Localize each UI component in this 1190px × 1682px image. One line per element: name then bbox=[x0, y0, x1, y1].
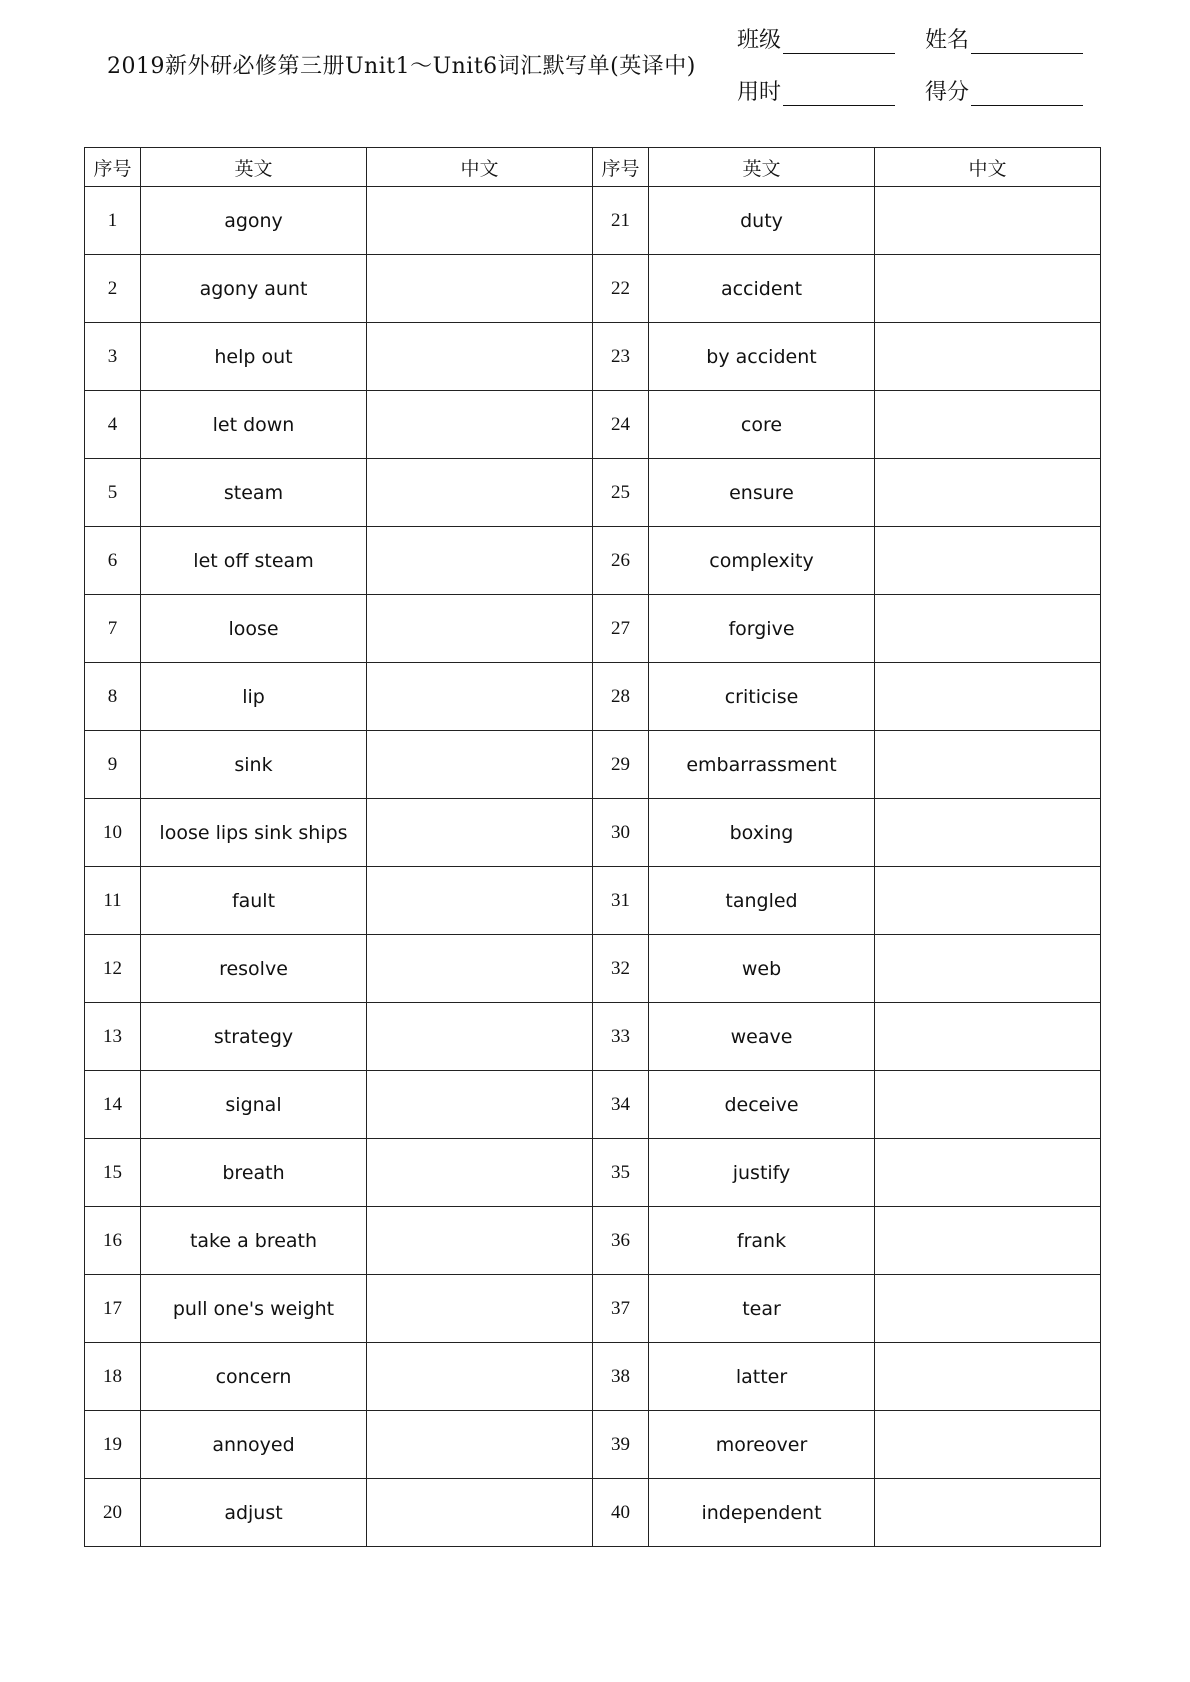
table-row bbox=[85, 1003, 1101, 1071]
row-number: 10 bbox=[85, 799, 141, 867]
chinese-answer-cell[interactable] bbox=[875, 1479, 1101, 1547]
chinese-answer-cell[interactable] bbox=[367, 1275, 593, 1343]
row-number: 11 bbox=[85, 867, 141, 935]
chinese-answer-cell[interactable] bbox=[367, 867, 593, 935]
row-number: 4 bbox=[85, 391, 141, 459]
chinese-answer-cell[interactable] bbox=[875, 595, 1101, 663]
chinese-answer-cell[interactable] bbox=[367, 187, 593, 255]
row-number: 33 bbox=[593, 1003, 649, 1071]
row-number: 38 bbox=[593, 1343, 649, 1411]
chinese-answer-cell[interactable] bbox=[875, 1411, 1101, 1479]
chinese-answer-cell[interactable] bbox=[367, 663, 593, 731]
table-header-row bbox=[85, 148, 1101, 187]
table-row bbox=[85, 459, 1101, 527]
english-word: let off steam bbox=[141, 527, 367, 595]
chinese-answer-cell[interactable] bbox=[367, 391, 593, 459]
english-word: independent bbox=[649, 1479, 875, 1547]
row-number: 21 bbox=[593, 187, 649, 255]
name-label: 姓名 bbox=[925, 28, 970, 53]
row-number: 5 bbox=[85, 459, 141, 527]
english-word: adjust bbox=[141, 1479, 367, 1547]
chinese-answer-cell[interactable] bbox=[367, 731, 593, 799]
chinese-answer-cell[interactable] bbox=[367, 1207, 593, 1275]
english-word: ensure bbox=[649, 459, 875, 527]
row-number: 3 bbox=[85, 323, 141, 391]
chinese-answer-cell[interactable] bbox=[875, 799, 1101, 867]
table-row bbox=[85, 323, 1101, 391]
english-word: sink bbox=[141, 731, 367, 799]
table-row bbox=[85, 1343, 1101, 1411]
english-word: loose lips sink ships bbox=[141, 799, 367, 867]
table-row bbox=[85, 1139, 1101, 1207]
header-number-left: 序号 bbox=[85, 148, 141, 187]
chinese-answer-cell[interactable] bbox=[875, 1139, 1101, 1207]
document-title: 2019新外研必修第三册Unit1～Unit6词汇默写单(英译中) bbox=[107, 54, 696, 79]
english-word: fault bbox=[141, 867, 367, 935]
table-row bbox=[85, 935, 1101, 1003]
chinese-answer-cell[interactable] bbox=[875, 187, 1101, 255]
row-number: 9 bbox=[85, 731, 141, 799]
english-word: web bbox=[649, 935, 875, 1003]
row-number: 22 bbox=[593, 255, 649, 323]
english-word: moreover bbox=[649, 1411, 875, 1479]
chinese-answer-cell[interactable] bbox=[367, 527, 593, 595]
score-blank[interactable] bbox=[971, 81, 1083, 106]
chinese-answer-cell[interactable] bbox=[367, 799, 593, 867]
chinese-answer-cell[interactable] bbox=[875, 459, 1101, 527]
row-number: 32 bbox=[593, 935, 649, 1003]
english-word: duty bbox=[649, 187, 875, 255]
row-number: 14 bbox=[85, 1071, 141, 1139]
score-field bbox=[925, 80, 1083, 106]
row-number: 35 bbox=[593, 1139, 649, 1207]
class-blank[interactable] bbox=[783, 29, 895, 54]
row-number: 12 bbox=[85, 935, 141, 1003]
english-word: boxing bbox=[649, 799, 875, 867]
table-row bbox=[85, 1479, 1101, 1547]
time-label: 用时 bbox=[737, 80, 782, 105]
table-row bbox=[85, 187, 1101, 255]
english-word: frank bbox=[649, 1207, 875, 1275]
name-field bbox=[925, 28, 1083, 54]
header-english-right: 英文 bbox=[649, 148, 875, 187]
table-row bbox=[85, 799, 1101, 867]
row-number: 18 bbox=[85, 1343, 141, 1411]
vocabulary-table bbox=[84, 147, 1101, 1547]
class-field bbox=[737, 28, 895, 54]
name-blank[interactable] bbox=[971, 29, 1083, 54]
english-word: deceive bbox=[649, 1071, 875, 1139]
row-number: 36 bbox=[593, 1207, 649, 1275]
chinese-answer-cell[interactable] bbox=[875, 1275, 1101, 1343]
time-blank[interactable] bbox=[783, 81, 895, 106]
english-word: pull one's weight bbox=[141, 1275, 367, 1343]
english-word: lip bbox=[141, 663, 367, 731]
chinese-answer-cell[interactable] bbox=[875, 867, 1101, 935]
chinese-answer-cell[interactable] bbox=[367, 255, 593, 323]
table-row bbox=[85, 1071, 1101, 1139]
row-number: 1 bbox=[85, 187, 141, 255]
table-row bbox=[85, 731, 1101, 799]
english-word: loose bbox=[141, 595, 367, 663]
english-word: let down bbox=[141, 391, 367, 459]
row-number: 25 bbox=[593, 459, 649, 527]
row-number: 8 bbox=[85, 663, 141, 731]
english-word: steam bbox=[141, 459, 367, 527]
chinese-answer-cell[interactable] bbox=[367, 1003, 593, 1071]
chinese-answer-cell[interactable] bbox=[367, 595, 593, 663]
english-word: help out bbox=[141, 323, 367, 391]
english-word: latter bbox=[649, 1343, 875, 1411]
row-number: 27 bbox=[593, 595, 649, 663]
row-number: 7 bbox=[85, 595, 141, 663]
row-number: 39 bbox=[593, 1411, 649, 1479]
table-row bbox=[85, 1207, 1101, 1275]
chinese-answer-cell[interactable] bbox=[875, 1003, 1101, 1071]
row-number: 2 bbox=[85, 255, 141, 323]
chinese-answer-cell[interactable] bbox=[875, 731, 1101, 799]
class-label: 班级 bbox=[737, 28, 782, 53]
english-word: agony aunt bbox=[141, 255, 367, 323]
english-word: accident bbox=[649, 255, 875, 323]
english-word: signal bbox=[141, 1071, 367, 1139]
english-word: complexity bbox=[649, 527, 875, 595]
chinese-answer-cell[interactable] bbox=[367, 1479, 593, 1547]
table-row bbox=[85, 595, 1101, 663]
chinese-answer-cell[interactable] bbox=[875, 663, 1101, 731]
header-chinese-left: 中文 bbox=[367, 148, 593, 187]
chinese-answer-cell[interactable] bbox=[875, 391, 1101, 459]
english-word: tangled bbox=[649, 867, 875, 935]
english-word: resolve bbox=[141, 935, 367, 1003]
row-number: 23 bbox=[593, 323, 649, 391]
english-word: tear bbox=[649, 1275, 875, 1343]
english-word: criticise bbox=[649, 663, 875, 731]
english-word: embarrassment bbox=[649, 731, 875, 799]
chinese-answer-cell[interactable] bbox=[367, 459, 593, 527]
chinese-answer-cell[interactable] bbox=[367, 1071, 593, 1139]
header-english-left: 英文 bbox=[141, 148, 367, 187]
row-number: 31 bbox=[593, 867, 649, 935]
chinese-answer-cell[interactable] bbox=[367, 323, 593, 391]
english-word: core bbox=[649, 391, 875, 459]
page-header bbox=[0, 0, 1190, 130]
row-number: 20 bbox=[85, 1479, 141, 1547]
row-number: 16 bbox=[85, 1207, 141, 1275]
chinese-answer-cell[interactable] bbox=[367, 935, 593, 1003]
header-chinese-right: 中文 bbox=[875, 148, 1101, 187]
english-word: concern bbox=[141, 1343, 367, 1411]
table-body bbox=[85, 187, 1101, 1547]
row-number: 37 bbox=[593, 1275, 649, 1343]
row-number: 26 bbox=[593, 527, 649, 595]
english-word: weave bbox=[649, 1003, 875, 1071]
row-number: 34 bbox=[593, 1071, 649, 1139]
table-row bbox=[85, 867, 1101, 935]
english-word: breath bbox=[141, 1139, 367, 1207]
table-row bbox=[85, 1411, 1101, 1479]
row-number: 29 bbox=[593, 731, 649, 799]
chinese-answer-cell[interactable] bbox=[875, 935, 1101, 1003]
table-row bbox=[85, 391, 1101, 459]
english-word: forgive bbox=[649, 595, 875, 663]
chinese-answer-cell[interactable] bbox=[367, 1139, 593, 1207]
row-number: 6 bbox=[85, 527, 141, 595]
chinese-answer-cell[interactable] bbox=[875, 1207, 1101, 1275]
chinese-answer-cell[interactable] bbox=[875, 1071, 1101, 1139]
row-number: 30 bbox=[593, 799, 649, 867]
row-number: 17 bbox=[85, 1275, 141, 1343]
chinese-answer-cell[interactable] bbox=[875, 1343, 1101, 1411]
english-word: strategy bbox=[141, 1003, 367, 1071]
table-row bbox=[85, 1275, 1101, 1343]
english-word: annoyed bbox=[141, 1411, 367, 1479]
chinese-answer-cell[interactable] bbox=[875, 255, 1101, 323]
row-number: 40 bbox=[593, 1479, 649, 1547]
row-number: 28 bbox=[593, 663, 649, 731]
table-row bbox=[85, 663, 1101, 731]
chinese-answer-cell[interactable] bbox=[367, 1343, 593, 1411]
table-row bbox=[85, 255, 1101, 323]
row-number: 15 bbox=[85, 1139, 141, 1207]
english-word: by accident bbox=[649, 323, 875, 391]
english-word: take a breath bbox=[141, 1207, 367, 1275]
score-label: 得分 bbox=[925, 80, 970, 105]
chinese-answer-cell[interactable] bbox=[367, 1411, 593, 1479]
time-field bbox=[737, 80, 895, 106]
row-number: 13 bbox=[85, 1003, 141, 1071]
english-word: agony bbox=[141, 187, 367, 255]
chinese-answer-cell[interactable] bbox=[875, 527, 1101, 595]
english-word: justify bbox=[649, 1139, 875, 1207]
chinese-answer-cell[interactable] bbox=[875, 323, 1101, 391]
row-number: 24 bbox=[593, 391, 649, 459]
row-number: 19 bbox=[85, 1411, 141, 1479]
table-row bbox=[85, 527, 1101, 595]
header-number-right: 序号 bbox=[593, 148, 649, 187]
